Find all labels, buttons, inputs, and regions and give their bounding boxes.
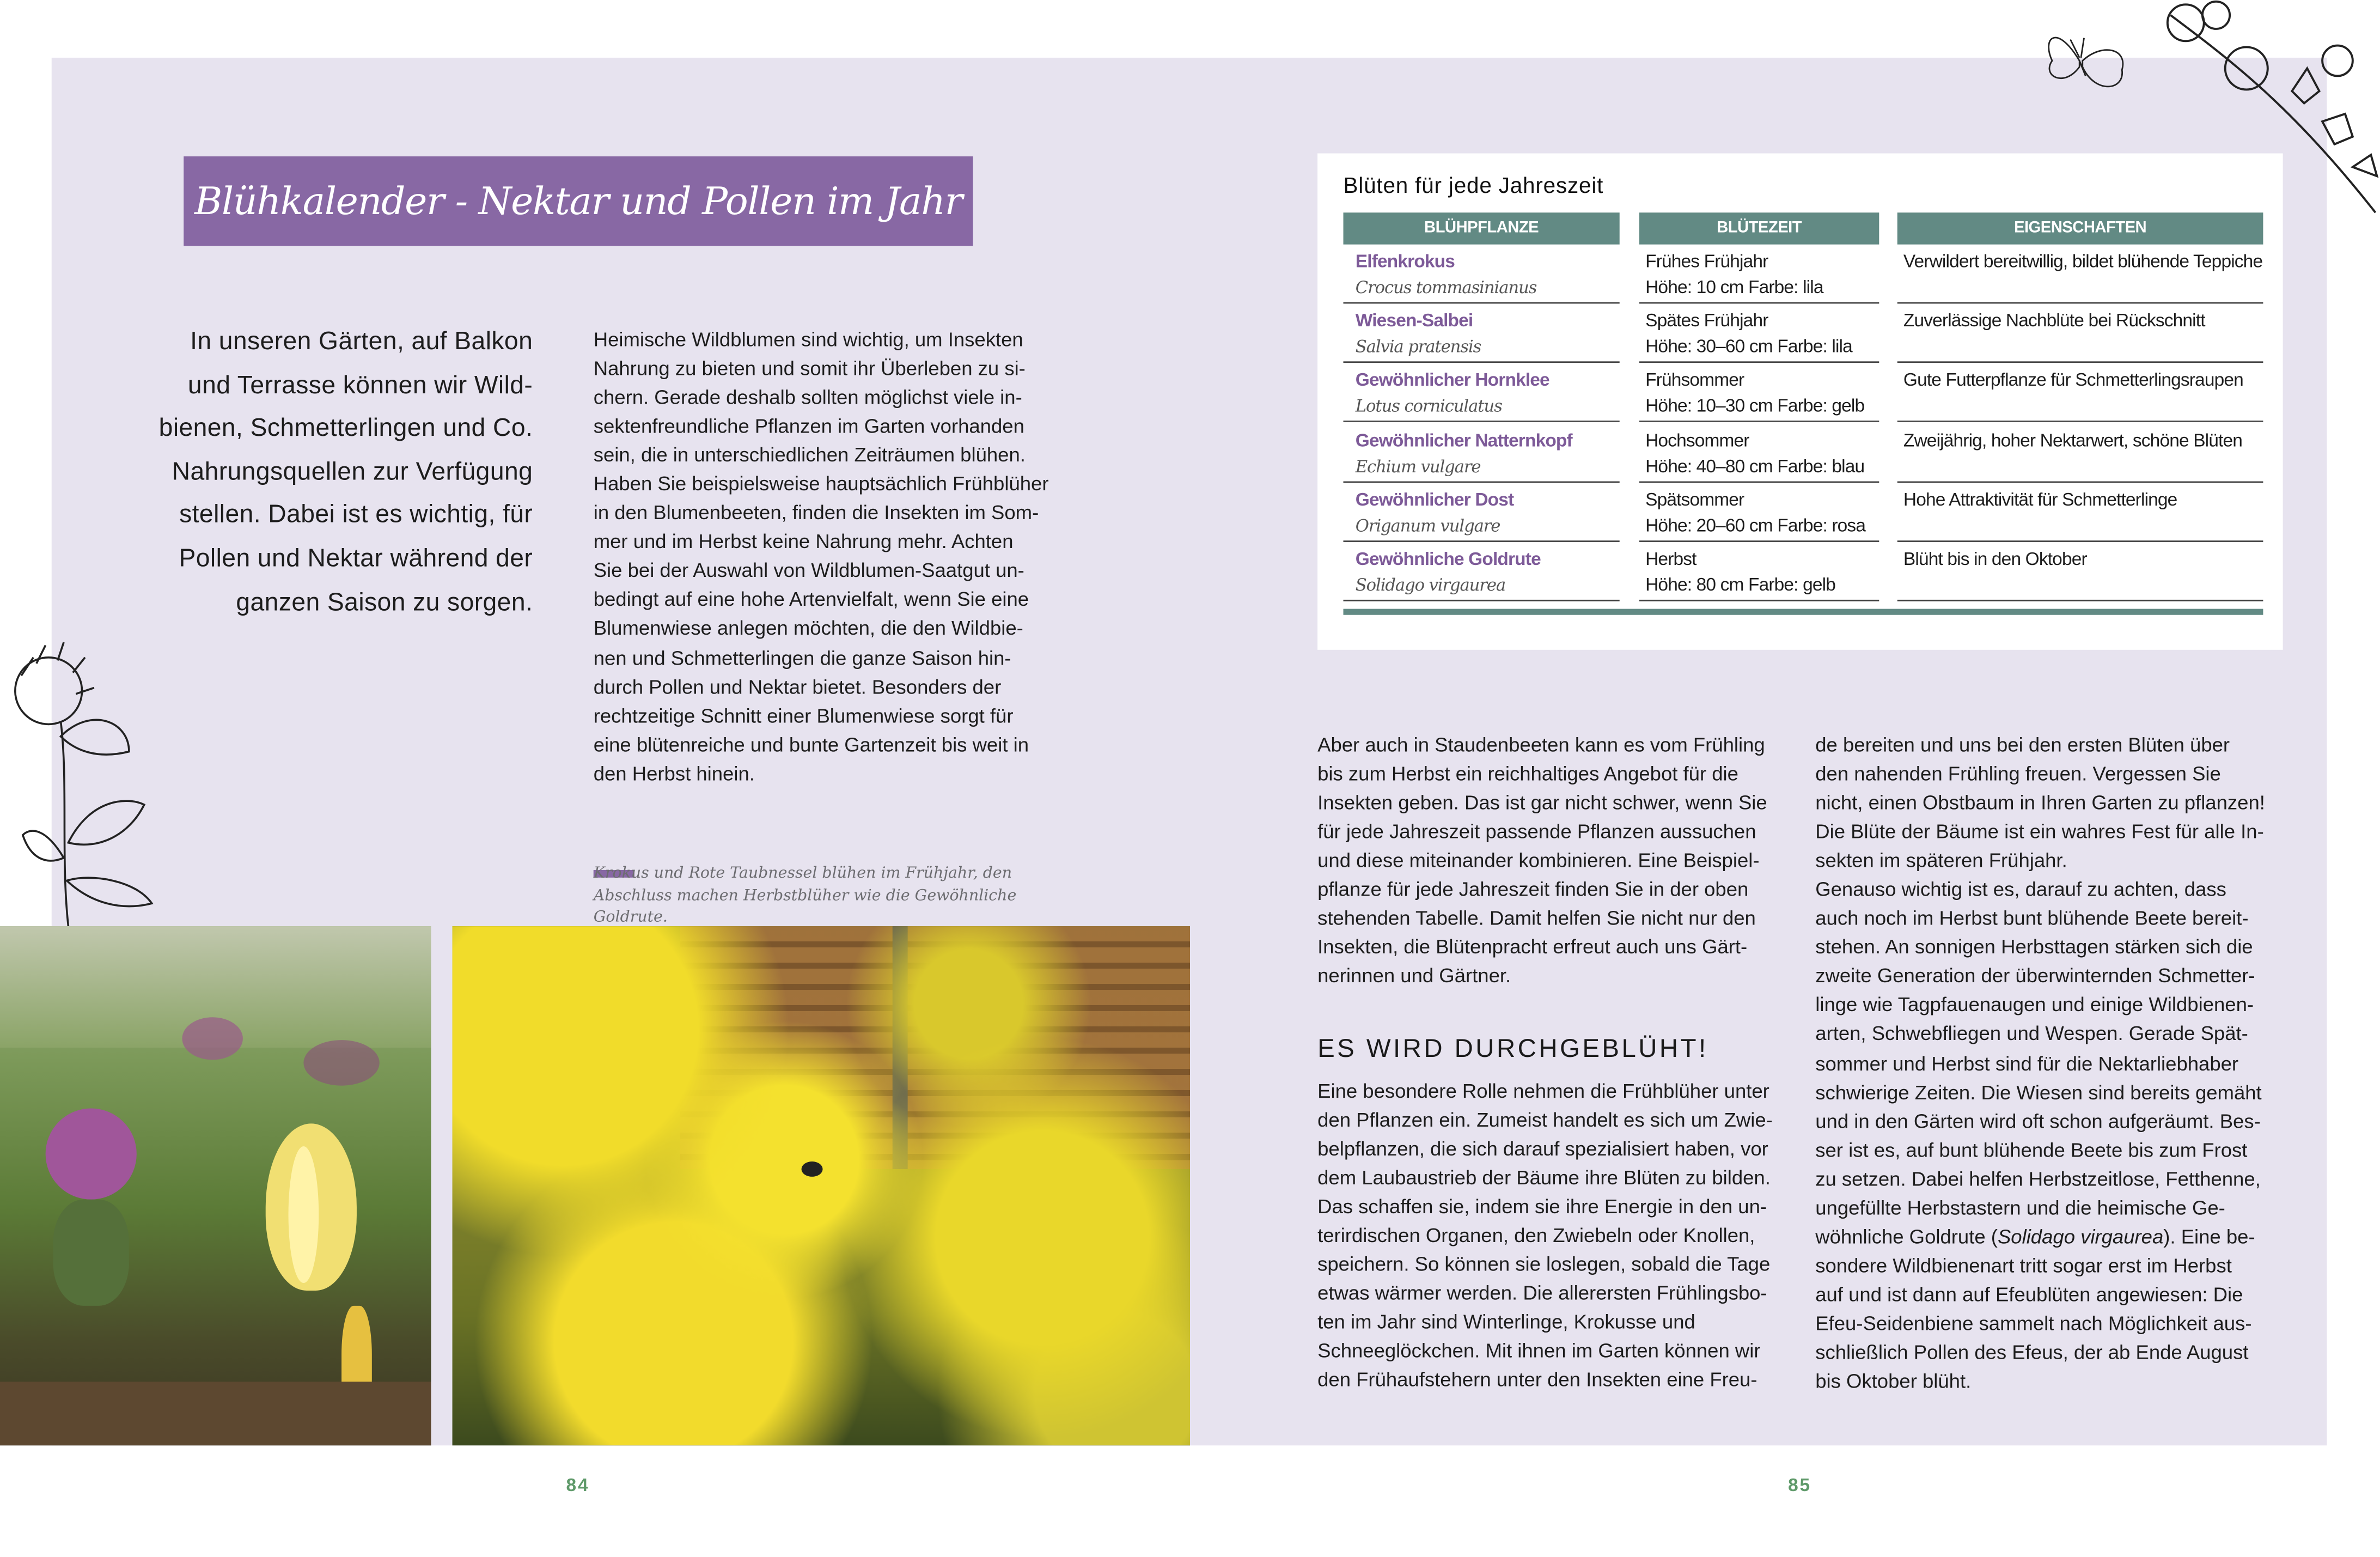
cell-plant xyxy=(1343,484,1619,542)
cell-bloom-time xyxy=(1639,424,1879,482)
table-row xyxy=(1343,424,2263,484)
table-header-properties: EIGENSCHAFTEN xyxy=(1897,212,2263,245)
height-color: Höhe: 20–60 cm Farbe: rosa xyxy=(1645,514,1866,536)
cell-bloom-time xyxy=(1639,306,1879,363)
table-title: Blüten für jede Jahreszeit xyxy=(1343,174,1604,199)
plant-latin-name: Salvia pratensis xyxy=(1355,337,1481,357)
body-text-left: Heimische Wildblumen sind wichtig, um Insekten Nahrung zu bieten und somit ihr Überleben zu si- chern. Gerade deshalb sollten möglichst viele in- sektenfreundliche Pflanzen im Garten vorhanden sein, die in unterschiedlichen Zeiträumen blühen. Haben Sie beispielsweise hauptsächlich Frühblüher in den Blumenbeeten, finden die Insekten im Som- mer und im Herbst keine Nahrung mehr. Achten Sie bei der Auswahl von Wildblumen-Saatgut un- bedingt auf eine hohe Artenvielfalt, wenn Sie eine Blumenwiese anlegen möchten, die den Wildbie- nen und Schmetterlingen die ganze Saison hin- durch Pollen und Nektar bietet. Besonders der rechtzeitige Schnitt einer Blumenwiese sorgt für eine blütenreiche und bunte Gartenzeit bis weit in den Herbst hinein. xyxy=(593,327,1049,785)
intro-text: In unseren Gärten, auf Balkon und Terrasse können wir Wild- bienen, Schmetterlingen und Co. Nahrungsquellen zur Verfügung stellen. Dabei ist es wichtig, für Pollen und Nektar während der ganzen Saison zu sorgen. xyxy=(158,326,533,616)
cell-properties xyxy=(1897,246,2263,303)
plant-latin-name: Crocus tommasinianus xyxy=(1355,278,1537,298)
cell-properties xyxy=(1897,484,2263,542)
photo-crocus-and-dead-nettle xyxy=(0,926,431,1445)
bloom-season: Spätsommer xyxy=(1645,488,1744,510)
photo-goldenrod xyxy=(453,926,1190,1445)
cell-bloom-time xyxy=(1639,246,1879,303)
plant-latin-name: Origanum vulgare xyxy=(1355,516,1500,536)
cell-bloom-time xyxy=(1639,484,1879,542)
bloom-season: Herbst xyxy=(1645,548,1696,570)
body-text-right-1: Aber auch in Staudenbeeten kann es vom Frühling bis zum Herbst ein reichhaltiges Angebot für die Insekten geben. Das ist gar nicht schwer, wenn Sie für jede Jahreszeit passende Pflanzen aussuchen und diese miteinander kombinieren. Eine Beispiel- pflanze für jede Jahreszeit finden Sie in der oben stehenden Tabelle. Damit helfen Sie nicht nur den Insekten, die Blütenpracht erfreut auch uns Gärt- nerinnen und Gärtner. xyxy=(1317,733,1767,988)
bloom-season: Spätes Frühjahr xyxy=(1645,310,1768,332)
page-title: Blühkalender - Nektar und Pollen im Jahr xyxy=(184,156,973,246)
page-number-left: 84 xyxy=(566,1474,590,1496)
plant-name: Wiesen-Salbei xyxy=(1355,310,1473,332)
properties-text: Zuverlässige Nachblüte bei Rückschnitt xyxy=(1903,310,2205,332)
properties-text: Verwildert bereitwillig, bildet blühende Teppiche xyxy=(1903,250,2263,272)
height-color: Höhe: 10–30 cm Farbe: gelb xyxy=(1645,395,1865,417)
body-text-right-1b: Eine besondere Rolle nehmen die Frühblüher unter den Pflanzen ein. Zumeist handelt es sich um Zwie- belpflanzen, die sich darauf spezialisiert haben, vor dem Laubaustrieb der Bäume ihre Blüten zu bilden. Das schaffen sie, indem sie ihre Energie in den un- terirdischen Organen, den Zwiebeln oder Knollen, speichern. So können sie loslegen, sobald die Tage etwas wärmer werden. Die allerersten Frühlingsbo- ten im Jahr sind Winterlinge, Krokusse und Schneeglöckchen. Mit ihnen im Garten können wir den Frühaufstehern unter den Insekten eine Freu- xyxy=(1317,1079,1773,1392)
properties-text: Gute Futterpflanze für Schmetterlingsraupen xyxy=(1903,369,2243,391)
cell-properties xyxy=(1897,544,2263,601)
cell-plant xyxy=(1343,544,1619,601)
table-bottom-rule xyxy=(1343,609,2263,615)
plant-name: Gewöhnlicher Natternkopf xyxy=(1355,429,1572,451)
cell-bloom-time xyxy=(1639,544,1879,601)
plant-name: Gewöhnlicher Hornklee xyxy=(1355,369,1549,391)
photo-caption: Krokus und Rote Taubnessel blühen im Frühjahr, den Abschluss machen Herbstblüher wie die Gewöhnliche Goldrute. xyxy=(593,865,1017,927)
table-header-bloom-time: BLÜTEZEIT xyxy=(1639,212,1879,245)
height-color: Höhe: 10 cm Farbe: lila xyxy=(1645,276,1823,298)
body-text-right-2 xyxy=(1815,731,2301,1396)
cell-plant xyxy=(1343,424,1619,482)
bloom-season: Frühes Frühjahr xyxy=(1645,250,1768,272)
bloom-season: Hochsommer xyxy=(1645,429,1749,451)
cell-plant xyxy=(1343,365,1619,423)
table-row xyxy=(1343,484,2263,543)
cell-properties xyxy=(1897,306,2263,363)
text-part: de bereiten und uns bei den ersten Blüten über den nahenden Frühling freuen. Vergessen Sie nicht, einen Obstbaum in Ihren Garten zu pflanzen! Die Blüte der Bäume ist ein wahres Fest für alle In- sekten im späteren Frühjahr. Genauso wichtig ist es, darauf zu achten, dass auch noch im Herbst bunt blühende Beete bereit- stehen. An sonnigen Herbsttagen stärken sich die zweite Generation der überwinternden Schmetter- linge wie Tagpfauenaugen und einige Wildbienen- arten, Schwebfliegen und Wespen. Gerade Spät- sommer und Herbst sind für die Nektarliebhaber schwierige Zeiten. Die Wiesen sind bereits gemäht und in den Gärten wird oft schon aufgeräumt. Bes- ser ist es, auf bunt blühende Beete bis zum Frost zu setzen. Dabei helfen Herbstzeitlose, Fetthenne, ungefüllte Herbstastern und die heimische Ge- wöhnliche Goldrute ( xyxy=(1815,733,2265,1248)
cell-bloom-time xyxy=(1639,365,1879,423)
table-row xyxy=(1343,544,2263,603)
table-row xyxy=(1343,365,2263,424)
plant-latin-name: Solidago virgaurea xyxy=(1355,575,1506,595)
bloom-season: Frühsommer xyxy=(1645,369,1744,391)
plant-latin-name: Lotus corniculatus xyxy=(1355,397,1502,417)
cell-properties xyxy=(1897,424,2263,482)
table-row xyxy=(1343,246,2263,305)
table-row xyxy=(1343,306,2263,365)
latin-name: Solidago virgaurea xyxy=(1997,1225,2164,1248)
plant-name: Gewöhnliche Goldrute xyxy=(1355,548,1541,570)
properties-text: Blüht bis in den Oktober xyxy=(1903,548,2087,570)
properties-text: Hohe Attraktivität für Schmetterlinge xyxy=(1903,488,2177,510)
butterfly-icon xyxy=(2034,15,2140,106)
text-part: ). Eine be- sondere Wildbienenart tritt sogar erst im Herbst auf und ist dann auf Efeublüten angewiesen: Die Efeu-Seidenbiene sammelt nach Möglichkeit aus- schließlich Pollen des Efeus, der ab Ende August bis Oktober blüht. xyxy=(1815,1225,2255,1392)
height-color: Höhe: 40–80 cm Farbe: blau xyxy=(1645,454,1865,476)
clover-drawing-icon xyxy=(0,630,167,926)
cell-plant xyxy=(1343,306,1619,363)
cell-properties xyxy=(1897,365,2263,423)
section-heading: ES WIRD DURCHGEBLÜHT! xyxy=(1317,1033,1708,1063)
properties-text: Zweijährig, hoher Nektarwert, schöne Blüten xyxy=(1903,429,2243,451)
height-color: Höhe: 30–60 cm Farbe: lila xyxy=(1645,336,1852,357)
page-number-right: 85 xyxy=(1788,1474,1811,1496)
plant-name: Elfenkrokus xyxy=(1355,250,1455,272)
table-header-plant: BLÜHPFLANZE xyxy=(1343,212,1619,245)
plant-name: Gewöhnlicher Dost xyxy=(1355,488,1514,510)
cell-plant xyxy=(1343,246,1619,303)
plant-latin-name: Echium vulgare xyxy=(1355,456,1481,476)
height-color: Höhe: 80 cm Farbe: gelb xyxy=(1645,574,1835,595)
